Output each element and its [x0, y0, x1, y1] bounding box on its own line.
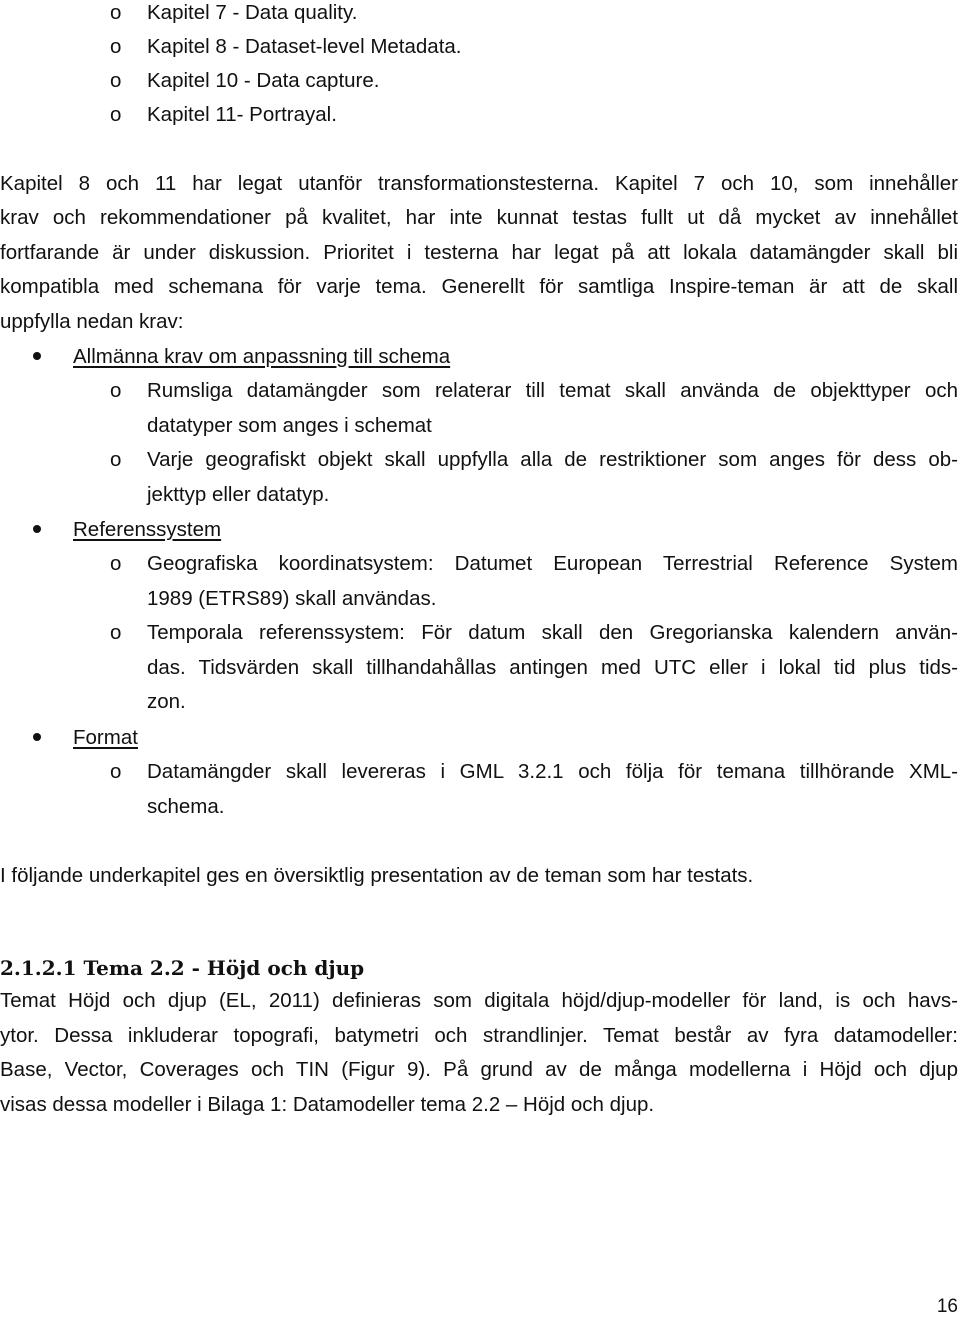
requirement-heading: Allmänna krav om anpassning till schema — [73, 345, 451, 368]
sub-item-line: jekttyp eller datatyp. — [147, 483, 330, 506]
sub-list-marker: o — [110, 621, 122, 644]
page-number: 16 — [936, 1296, 958, 1317]
list-marker: o — [110, 35, 122, 58]
sub-item-line: datatyper som anges i schemat — [147, 414, 432, 437]
sub-list-marker: o — [110, 448, 122, 471]
list-marker: o — [110, 69, 122, 92]
bullet-icon — [33, 352, 41, 360]
sub-item-line: Datamängder skall levereras i GML 3.2.1 och följa för temana tillhörande XML- — [147, 760, 958, 783]
list-item-text: Kapitel 10 - Data capture. — [147, 69, 380, 92]
bullet-icon — [33, 733, 41, 741]
requirement-heading: Referenssystem — [73, 518, 222, 541]
paragraph-line: uppfylla nedan krav: — [0, 310, 184, 333]
list-item-text: Kapitel 8 - Dataset-level Metadata. — [147, 35, 462, 58]
sub-list-marker: o — [110, 552, 122, 575]
sub-item-line: zon. — [147, 690, 186, 713]
requirement-heading: Format — [73, 726, 138, 749]
paragraph-line: visas dessa modeller i Bilaga 1: Datamodeller tema 2.2 – Höjd och djup. — [0, 1093, 655, 1116]
sub-item-line: Rumsliga datamängder som relaterar till temat skall använda de objekttyper och — [147, 379, 958, 402]
bullet-icon — [33, 525, 41, 533]
sub-item-line: schema. — [147, 795, 225, 818]
sub-list-marker: o — [110, 760, 122, 783]
paragraph-line: Kapitel 8 och 11 har legat utanför transformationstesterna. Kapitel 7 och 10, som innehåller — [0, 172, 958, 195]
list-item-text: Kapitel 7 - Data quality. — [147, 1, 358, 24]
list-marker: o — [110, 103, 122, 126]
paragraph-line: krav och rekommendationer på kvalitet, har inte kunnat testas fullt ut då mycket av innehållet — [0, 206, 958, 229]
sub-list-marker: o — [110, 379, 122, 402]
list-item-text: Kapitel 11- Portrayal. — [147, 103, 337, 126]
sub-item-line: 1989 (ETRS89) skall användas. — [147, 587, 437, 610]
sub-item-line: das. Tidsvärden skall tillhandahållas antingen med UTC eller i lokal tid plus tids- — [147, 656, 958, 679]
sub-item-line: Varje geografiskt objekt skall uppfylla alla de restriktioner som anges för dess ob- — [147, 448, 958, 471]
sub-item-line: Geografiska koordinatsystem: Datumet European Terrestrial Reference System — [147, 552, 958, 575]
intro-sentence: I följande underkapitel ges en översiktlig presentation av de teman som har testats. — [0, 864, 754, 887]
paragraph-line: Temat Höjd och djup (EL, 2011) definieras som digitala höjd/djup-modeller för land, is och havs- — [0, 989, 958, 1012]
paragraph-line: kompatibla med schemana för varje tema. Generellt för samtliga Inspire-teman är att de skall — [0, 275, 958, 298]
sub-item-line: Temporala referenssystem: För datum skall den Gregorianska kalendern använ- — [147, 621, 958, 644]
paragraph-line: ytor. Dessa inkluderar topografi, batymetri och strandlinjer. Temat består av fyra datamodeller: — [0, 1024, 958, 1047]
section-heading: 2.1.2.1 Tema 2.2 - Höjd och djup — [0, 956, 365, 980]
list-marker: o — [110, 1, 122, 24]
paragraph-line: fortfarande är under diskussion. Prioritet i testerna har legat på att lokala datamängder skall bli — [0, 241, 958, 264]
paragraph-line: Base, Vector, Coverages och TIN (Figur 9). På grund av de många modellerna i Höjd och djup — [0, 1058, 958, 1081]
